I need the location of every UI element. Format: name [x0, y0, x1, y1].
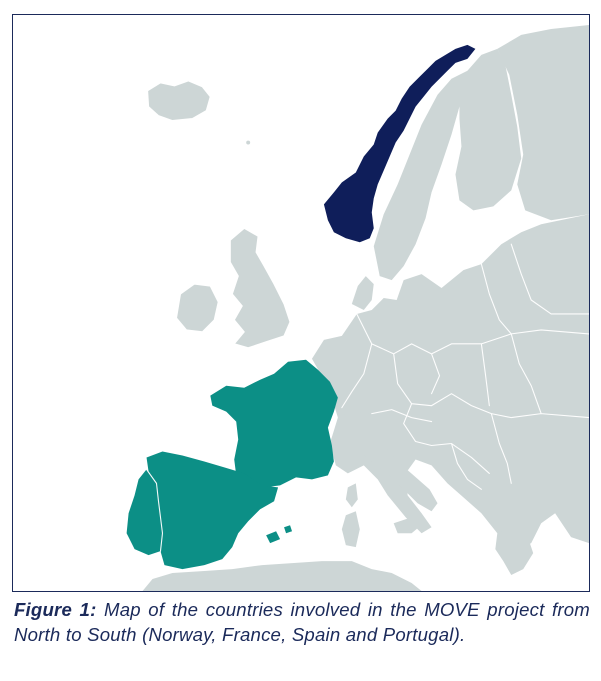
balearic-islands [266, 525, 292, 543]
great-britain [230, 228, 290, 348]
denmark [352, 276, 374, 310]
figure-label: Figure 1: [14, 599, 97, 620]
europe-map [12, 14, 590, 592]
europe-map-svg [13, 15, 589, 591]
figure-caption [14, 597, 590, 647]
france [210, 360, 338, 488]
iceland [148, 81, 211, 121]
ireland [176, 284, 218, 332]
corsica [346, 483, 358, 507]
sweden [374, 79, 464, 280]
figure-caption-text: Map of the countries involved in the MOVE project from North to South (Norway, France, Spain and Portugal). [14, 599, 590, 645]
faroe-islands [246, 141, 250, 145]
sardinia [342, 511, 360, 547]
